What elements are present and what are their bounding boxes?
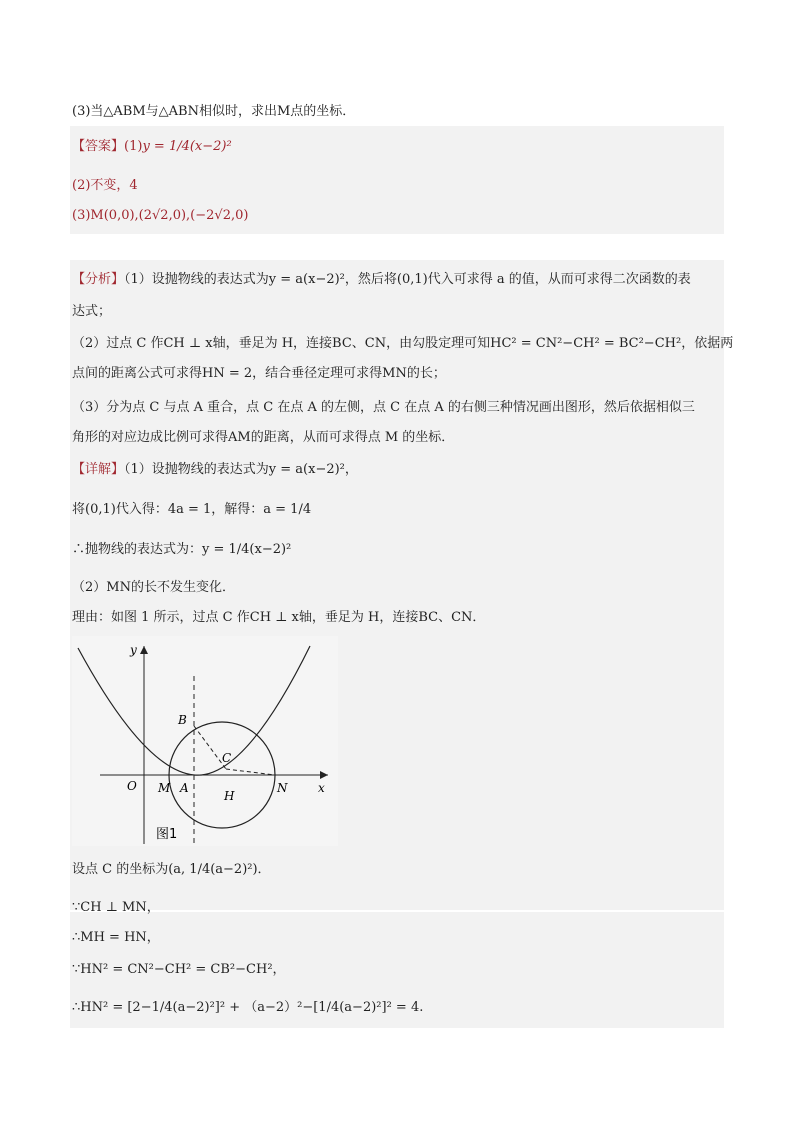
detail-line-9: ∵HN² = CN²−CH² = CB²−CH²，: [72, 962, 286, 977]
analysis-line-5: （3）分为点 C 与点 A 重合，点 C 在点 A 的左侧，点 C 在点 A 的右侧三种情况画出图形，然后依据相似三: [72, 400, 695, 415]
answer-line-1: [72, 137, 232, 157]
answer-label: 【答案】: [72, 139, 125, 154]
label-b: B: [178, 713, 187, 727]
label-o: O: [127, 779, 137, 793]
analysis-p1a: （1）设抛物线的表达式为y = a(x−2)²，然后将(0,1)代入可求得 a 的值，从而可求得二次函数的表: [124, 272, 691, 287]
figure-caption: 图1: [156, 827, 178, 842]
detail-label: 【详解】: [72, 462, 125, 477]
label-m: M: [158, 781, 171, 795]
figure-1: [72, 636, 338, 846]
detail-line-1: [72, 460, 358, 480]
segment-cn: [226, 769, 275, 775]
detail-line-8: ∴MH = HN，: [72, 930, 160, 945]
parabola: [78, 646, 310, 775]
analysis-line-1: [72, 270, 691, 290]
analysis-label: 【分析】: [72, 272, 125, 287]
answer-line-3: (3)M(0,0),(2√2,0),(−2√2,0): [72, 208, 249, 223]
answer-1-prefix: (1): [124, 139, 143, 154]
analysis-line-2: 达式；: [72, 304, 112, 319]
label-x: x: [318, 781, 325, 795]
label-h: H: [224, 789, 235, 803]
detail-line-10: ∴HN² = [2−1/4(a−2)²]² + （a−2）²−[1/4(a−2)²]² = 4.: [72, 1000, 424, 1015]
figure-1-svg: [72, 636, 338, 846]
label-y: y: [130, 643, 137, 657]
answer-line-2: (2)不变，4: [72, 178, 138, 193]
label-a: A: [180, 781, 189, 795]
answer-1-expr: y = 1/4(x−2)²: [142, 139, 232, 154]
detail-line-3: ∴抛物线的表达式为：y = 1/4(x−2)²: [72, 542, 292, 557]
detail-line-2: 将(0,1)代入得：4a = 1，解得：a = 1/4: [72, 502, 312, 517]
analysis-line-4: 点间的距离公式可求得HN = 2，结合垂径定理可求得MN的长；: [72, 366, 446, 381]
detail-line-4: （2）MN的长不发生变化．: [72, 580, 235, 595]
analysis-line-6: 角形的对应边成比例可求得AM的距离，从而可求得点 M 的坐标．: [72, 430, 455, 445]
x-axis-arrow: [320, 771, 328, 779]
label-c: C: [222, 751, 232, 765]
detail-line-7: ∵CH ⊥ MN，: [72, 900, 160, 915]
detail-line-6: 设点 C 的坐标为(a, 1/4(a−2)²)．: [72, 862, 271, 877]
y-axis-arrow: [140, 646, 148, 654]
analysis-line-3: （2）过点 C 作CH ⊥ x轴，垂足为 H，连接BC、CN，由勾股定理可知HC² = CN²−CH² = BC²−CH²，依据两: [72, 336, 734, 351]
detail-l1: （1）设抛物线的表达式为y = a(x−2)²，: [124, 462, 358, 477]
question-3: (3)当△ABM与△ABN相似时，求出M点的坐标．: [72, 104, 356, 119]
detail-line-5: 理由：如图 1 所示，过点 C 作CH ⊥ x轴，垂足为 H，连接BC、CN．: [72, 610, 486, 625]
label-n: N: [277, 781, 288, 795]
